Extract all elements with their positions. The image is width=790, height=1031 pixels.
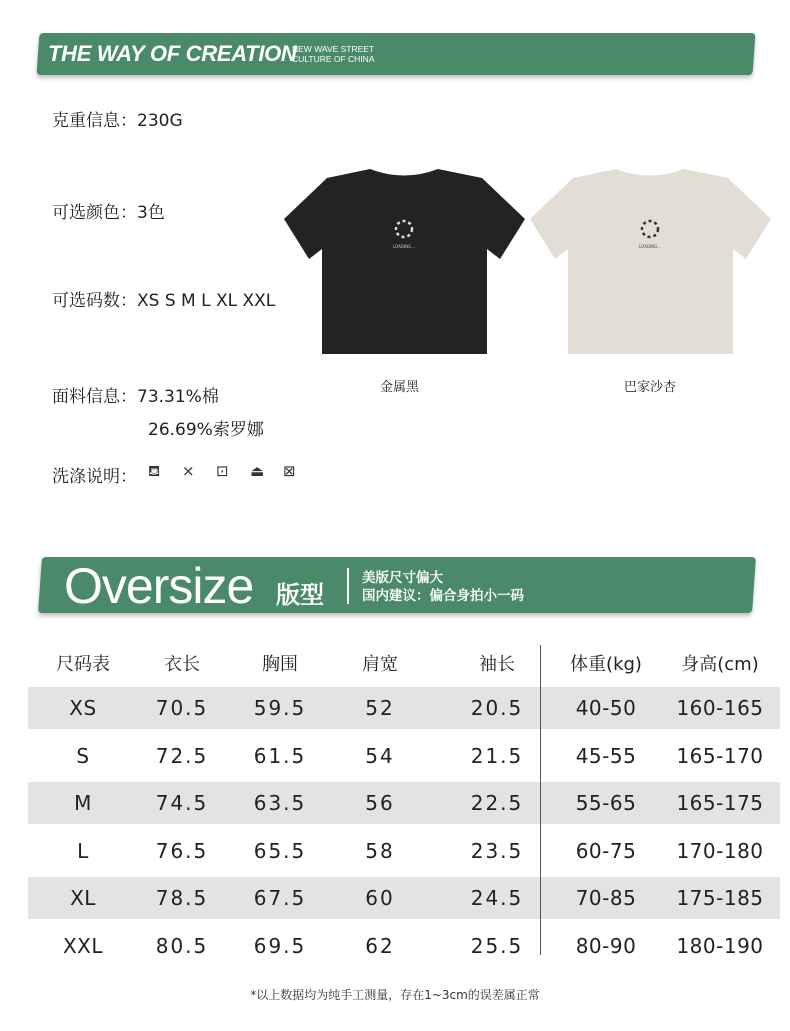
weight-label: 克重信息：: [52, 111, 137, 131]
sizes-value: XS S M L XL XXL: [137, 291, 276, 311]
table-header: 尺码表: [56, 654, 110, 675]
table-cell: 25.5: [470, 933, 524, 958]
fit-note-1: 美版尺寸偏大: [362, 570, 443, 586]
no-wash-icon: ⨯: [182, 462, 195, 480]
table-cell: 80.5: [155, 933, 209, 958]
care-label: 洗涤说明：: [52, 467, 137, 487]
weight-info: [52, 106, 183, 131]
table-cell: 60: [365, 886, 395, 910]
table-cell: 175-185: [676, 886, 764, 910]
shirt-print: LOADING...: [392, 244, 416, 249]
table-row: [28, 830, 780, 872]
sizes-label: 可选码数：: [52, 291, 137, 311]
table-cell: 61.5: [253, 743, 307, 768]
divider: [347, 568, 349, 604]
table-header: 衣长: [164, 654, 200, 675]
table-header: 袖长: [479, 654, 515, 675]
table-cell: XS: [69, 696, 97, 720]
table-cell: 58: [365, 838, 395, 863]
table-cell: 62: [365, 933, 395, 958]
table-cell: 60-75: [575, 838, 637, 863]
table-row: [28, 877, 780, 919]
table-cell: 22.5: [470, 791, 524, 815]
table-cell: 180-190: [676, 933, 764, 958]
table-row: [28, 735, 780, 777]
fit-note-2: 国内建议：偏合身拍小一码: [362, 588, 524, 604]
header-title: THE WAY OF CREATION: [48, 41, 297, 66]
table-cell: 54: [365, 743, 395, 768]
subtitle-line2: CULTURE OF CHINA: [292, 54, 375, 64]
table-header: 体重(kg): [570, 654, 642, 675]
fit-title: Oversize: [64, 558, 254, 614]
table-cell: 59.5: [253, 696, 307, 720]
weight-value: 230G: [137, 111, 183, 131]
table-cell: 165-170: [676, 743, 764, 768]
colors-info: [52, 198, 165, 223]
table-header: 胸围: [262, 654, 298, 675]
tumble-dry-icon: ⊡: [216, 462, 229, 480]
table-cell: M: [74, 791, 92, 815]
fit-notes: [362, 569, 524, 605]
table-cell: 40-50: [575, 696, 637, 720]
table-cell: 52: [365, 696, 395, 720]
table-header: 肩宽: [362, 654, 398, 675]
fabric-label: 面料信息：: [52, 387, 137, 407]
table-cell: 45-55: [575, 743, 637, 768]
table-cell: 72.5: [155, 743, 209, 768]
shirt-print: LOADING...: [638, 244, 662, 249]
iron-icon: ⏏: [250, 462, 265, 480]
fit-title-cn: 版型: [276, 581, 324, 609]
table-cell: 160-165: [676, 696, 764, 720]
table-cell: 63.5: [253, 791, 307, 815]
table-cell: 74.5: [155, 791, 209, 815]
table-cell: 170-180: [676, 838, 764, 863]
table-row: [28, 925, 780, 967]
table-cell: 80-90: [575, 933, 637, 958]
beige-tshirt-image: [528, 164, 773, 359]
header-subtitle: [292, 44, 375, 64]
table-cell: XXL: [62, 933, 104, 958]
table-cell: 23.5: [470, 838, 524, 863]
table-cell: 65.5: [253, 838, 307, 863]
fabric-line1: 73.31%棉: [137, 387, 219, 407]
table-cell: 76.5: [155, 838, 209, 863]
table-header: 身高(cm): [681, 654, 759, 675]
table-cell: 21.5: [470, 743, 524, 768]
table-cell: 67.5: [253, 886, 307, 910]
hand-wash-icon: ⛾: [148, 462, 161, 480]
table-cell: 56: [365, 791, 395, 815]
colors-label: 可选颜色：: [52, 203, 137, 223]
fabric-line2: 26.69%索罗娜: [148, 420, 264, 440]
table-cell: XL: [70, 886, 96, 910]
color-name-black: 金属黑: [380, 380, 420, 395]
table-cell: L: [77, 838, 89, 863]
black-tshirt-image: [282, 164, 527, 359]
subtitle-line1: NEW WAVE STREET: [292, 44, 375, 54]
table-cell: 78.5: [155, 886, 209, 910]
table-row: [28, 782, 780, 824]
table-row: [28, 687, 780, 729]
color-name-beige: 巴家沙杏: [624, 380, 677, 395]
table-divider: [540, 645, 541, 955]
table-cell: 24.5: [470, 886, 524, 910]
sizes-info: [52, 286, 275, 311]
table-cell: 70.5: [155, 696, 209, 720]
fabric-info: [52, 381, 264, 447]
no-dryclean-icon: ⊠: [283, 462, 296, 480]
table-cell: 20.5: [470, 696, 524, 720]
table-cell: 69.5: [253, 933, 307, 958]
colors-value: 3色: [137, 203, 165, 223]
table-cell: 70-85: [575, 886, 637, 910]
table-cell: S: [76, 743, 90, 768]
table-cell: 55-65: [575, 791, 637, 815]
measurement-note: *以上数据均为纯手工测量，存在1~3cm的误差属正常: [250, 988, 540, 1002]
table-cell: 165-175: [676, 791, 764, 815]
